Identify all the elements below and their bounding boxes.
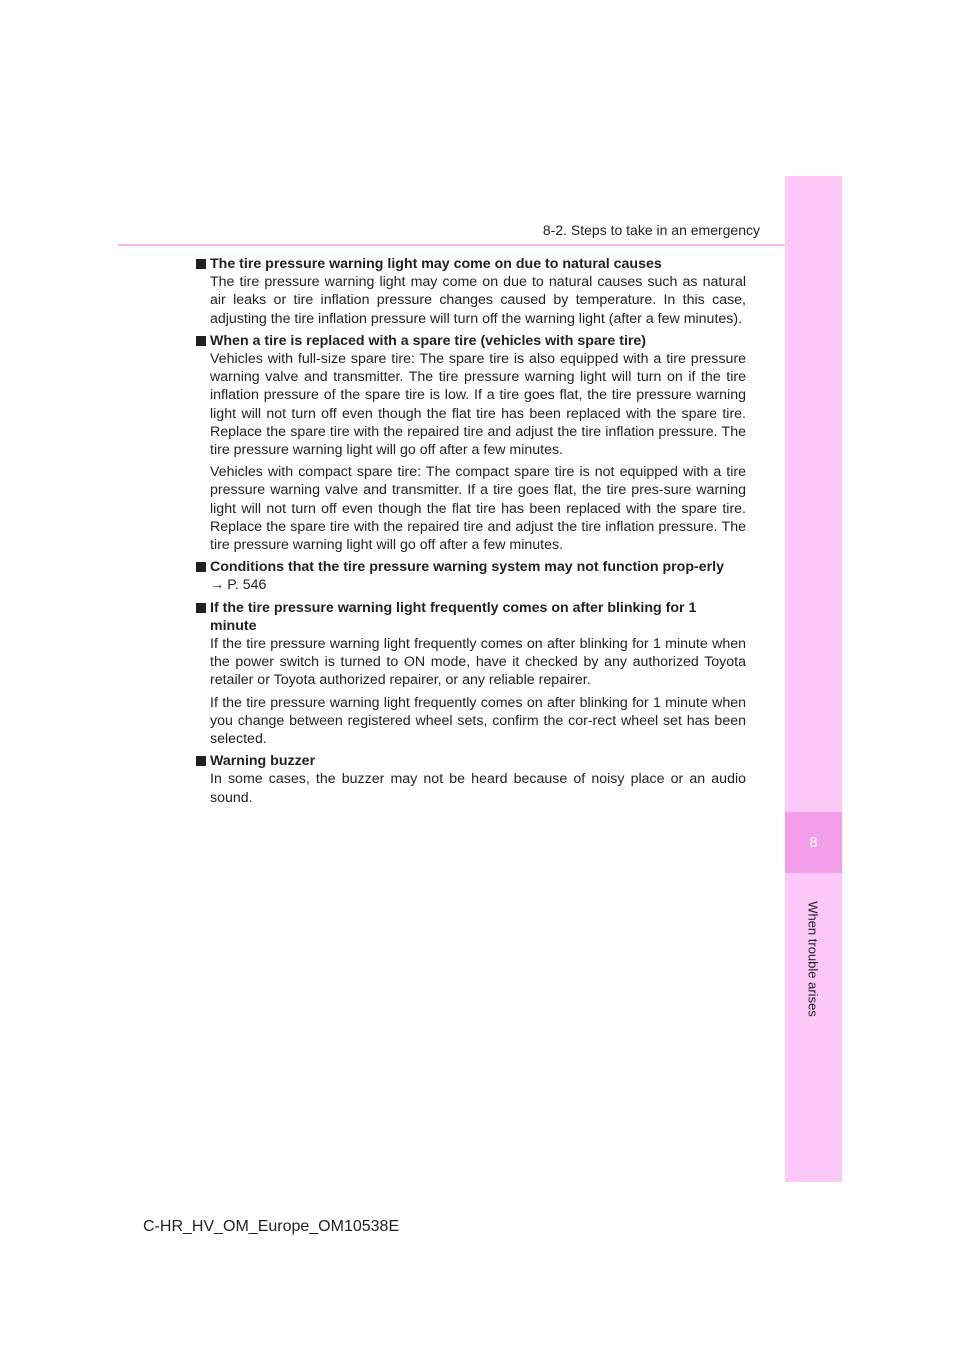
section-title: 8-2. Steps to take in an emergency — [542, 222, 760, 238]
paragraph: If the tire pressure warning light frequently comes on after blinking for 1 minute when the power switch is turned to ON mode, have it checked by any authorized Toyota retailer or Toyota authorized repairer, or any reliable repairer. — [210, 636, 746, 689]
page-header — [118, 214, 842, 246]
main-content — [210, 255, 746, 811]
paragraph: If the tire pressure warning light frequently comes on after blinking for 1 minute when you change between registered wheel sets, confirm the cor-rect wheel set has been selected. — [210, 694, 746, 748]
paragraph: Vehicles with full-size spare tire: The spare tire is also equipped with a tire pressure warning valve and transmitter. The tire pressure warning light will turn on if the tire inflation pressure of the spare tire is low. If a tire goes flat, the tire pressure warning light will not turn off even though the flat tire has been replaced with the spare tire. Replace the spare tire with the repaired tire and adjust the tire inflation pressure. The tire pressure warning light will go off after a few minutes. — [210, 351, 746, 459]
section-conditions — [210, 558, 746, 594]
chapter-side-tab — [785, 176, 842, 1182]
square-bullet-icon — [196, 603, 206, 613]
section-heading: The tire pressure warning light may come on due to natural causes — [195, 255, 731, 273]
section-spare-tire — [210, 332, 746, 554]
paragraph: Vehicles with compact spare tire: The compact spare tire is not equipped with a tire pressure warning valve and transmitter. If a tire goes flat, the tire pres-sure warning light will not turn off even though the flat tire has been replaced with the spare tire. Replace the spare tire with the repaired tire and adjust the tire inflation pressure. The tire pressure warning light will go off after a few minutes. — [210, 464, 746, 554]
section-heading: When a tire is replaced with a spare tire (vehicles with spare tire) — [195, 332, 731, 350]
document-code: C-HR_HV_OM_Europe_OM10538E — [143, 1218, 400, 1235]
page-reference[interactable]: → P. 546 — [210, 577, 267, 594]
square-bullet-icon — [196, 259, 206, 269]
arrow-right-icon: → — [210, 577, 225, 594]
square-bullet-icon — [196, 562, 206, 572]
paragraph: The tire pressure warning light may come on due to natural causes such as natural air leaks or tire inflation pressure changes caused by temperature. In this case, adjusting the tire inflation pressure will turn off the warning light (after a few minutes). — [210, 274, 746, 327]
section-natural-causes — [210, 255, 746, 328]
square-bullet-icon — [196, 756, 206, 766]
square-bullet-icon — [196, 336, 206, 346]
section-heading: Warning buzzer — [195, 752, 731, 770]
section-warning-buzzer — [210, 752, 746, 807]
section-heading: Conditions that the tire pressure warning system may not function prop-erly — [195, 558, 731, 576]
chapter-number-box — [785, 812, 842, 873]
chapter-label: When trouble arises — [805, 901, 821, 1017]
chapter-number: 8 — [809, 834, 818, 851]
section-frequent-blinking — [210, 599, 746, 749]
paragraph: In some cases, the buzzer may not be heard because of noisy place or an audio sound. — [210, 771, 746, 806]
section-heading: If the tire pressure warning light frequently comes on after blinking for 1 minute — [195, 599, 731, 635]
